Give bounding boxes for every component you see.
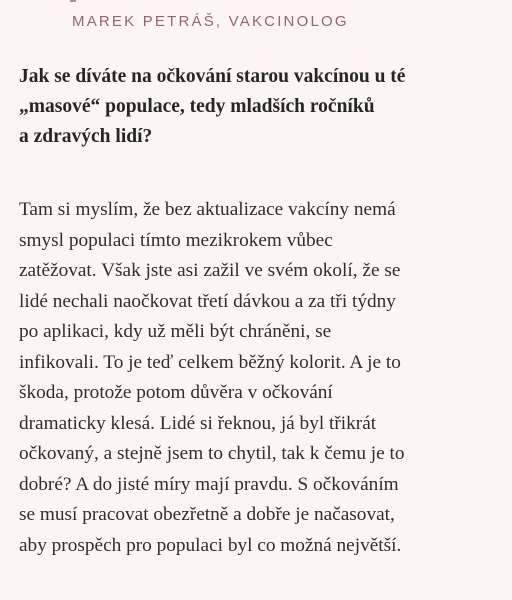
question-line: „masové“ populace, tedy mladších ročníků [19,96,375,117]
answer-line: po aplikaci, kdy už měli být chráněni, se [19,321,332,342]
interview-question [19,62,499,152]
decorative-rule [70,0,76,2]
question-line: Jak se díváte na očkování starou vakcínou u té [19,66,406,87]
answer-line: zatěžovat. Však jste asi zažil ve svém okolí, že se [19,260,401,281]
answer-line: dobré? A do jisté míry mají pravdu. S očkováním [19,473,399,495]
interview-answer [19,195,499,561]
answer-line: škoda, protože potom důvěra v očkování [19,382,333,403]
answer-line: infikovali. To je teď celkem běžný kolorit. A je to [19,351,401,373]
answer-line: Tam si myslím, že bez aktualizace vakcíny nemá [19,199,396,220]
answer-line: aby prospěch pro populaci byl co možná největší. [19,534,402,556]
answer-line: smysl populaci tímto mezikrokem vůbec [19,229,333,251]
question-line: a zdravých lidí? [19,126,153,147]
author-caption: MAREK PETRÁŠ, VAKCINOLOG [72,13,349,30]
answer-line: se musí pracovat obezřetně a dobře je načasovat, [19,504,395,525]
answer-line: očkovaný, a stejně jsem to chytil, tak k čemu je to [19,443,405,464]
answer-line: dramaticky klesá. Lidé si řeknou, já byl třikrát [19,412,377,434]
answer-line: lidé nechali naočkovat třetí dávkou a za tři týdny [19,290,396,312]
